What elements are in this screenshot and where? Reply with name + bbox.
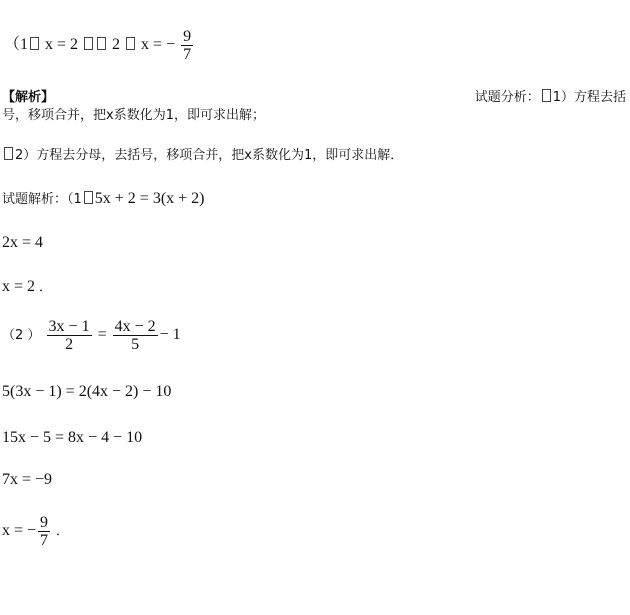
missing-glyph-box [84, 191, 93, 204]
final-fraction-denominator: 7 [40, 532, 49, 549]
analysis-tag: 【解析】 [2, 90, 55, 105]
missing-glyph-box [84, 37, 93, 50]
solution-part2: （2 ） [2, 328, 41, 344]
analysis-right-text [475, 86, 626, 105]
final-fraction-numerator: 9 [40, 514, 49, 531]
eq4-tail: − 1 [159, 326, 181, 344]
analysis-p2 [2, 144, 403, 163]
solution-line-1 [2, 188, 205, 208]
answer-part2-num: 2 [112, 36, 121, 54]
answer-open: （1 [4, 36, 29, 54]
solution-eq4: $\frac{3x - 1}{2}$ = $\frac{4x - 2}{5}$ − 1 [48, 318, 181, 353]
solution-eq7: 7x = −9 [2, 471, 53, 488]
missing-glyph-box [97, 37, 106, 50]
solution-head: 试题解析：（1 [2, 192, 82, 207]
solution-eq6: 15x − 5 = 8x − 4 − 10 [2, 429, 143, 446]
analysis-p1-continuation: 号，移项合并，把x系数化为1，即可求出解； [2, 108, 265, 123]
fraction-right [113, 318, 158, 353]
solution-eq3: x = 2 [2, 278, 36, 295]
missing-glyph-box [4, 147, 13, 160]
fraction-right-denominator: 5 [131, 336, 140, 353]
solution-line-3 [2, 276, 52, 296]
solution-eq1: 5x + 2 = 3(x + 2) [94, 190, 205, 207]
answer-fraction-denominator: 7 [183, 46, 192, 63]
answer-fraction [181, 28, 193, 63]
missing-glyph-box [126, 37, 135, 50]
answer-x-eq-2: x = 2 [45, 36, 79, 54]
missing-glyph-box [30, 37, 39, 50]
fraction-left [47, 318, 92, 353]
final-fraction [38, 514, 50, 549]
solution-final [2, 514, 69, 549]
analysis-head-right: 试题分析： [474, 90, 540, 105]
solution-eq2: 2x = 4 [2, 234, 44, 251]
fraction-left-denominator: 2 [65, 336, 74, 353]
answer-line [4, 28, 195, 63]
answer-x-eq: x = − [141, 36, 176, 54]
answer-fraction-numerator: 9 [183, 28, 192, 45]
analysis-p2-text: 2）方程去分母，去括号，移项合并，把x系数化为1，即可求出解． [15, 148, 404, 163]
final-dot: ． [56, 524, 70, 540]
missing-glyph-box [542, 89, 551, 102]
fraction-left-numerator: 3x − 1 [48, 318, 90, 335]
fraction-right-numerator: 4x − 2 [114, 318, 156, 335]
solution-eq3-dot: ． [39, 280, 53, 295]
solution-line-4 [2, 318, 181, 353]
analysis-p1-right: 1）方程去括 [552, 90, 626, 105]
solution-eq5: 5(3x − 1) = 2(4x − 2) − 10 [2, 383, 172, 400]
final-lhs: x = − [2, 522, 37, 540]
